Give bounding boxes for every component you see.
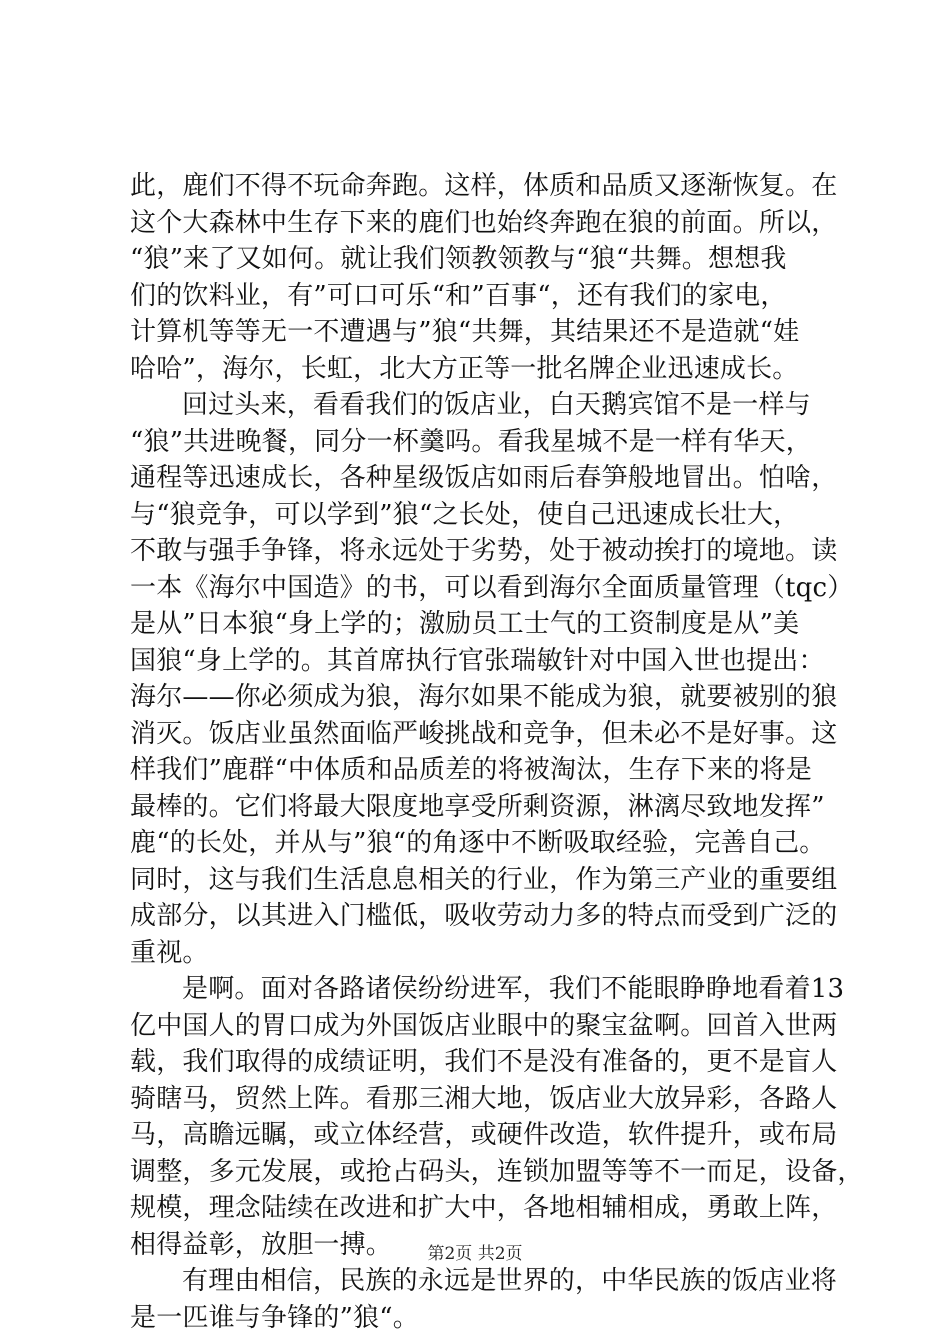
text-line: 规模，理念陆续在改进和扩大中，各地相辅相成，勇敢上阵，: [130, 1193, 838, 1223]
text-line: 是啊。面对各路诸侯纷纷进军，我们不能眼睁睁地看着13: [182, 974, 845, 1004]
text-line: 此，鹿们不得不玩命奔跑。这样，体质和品质又逐渐恢复。在: [130, 171, 838, 201]
text-line: 海尔——你必须成为狼，海尔如果不能成为狼，就要被别的狼: [130, 682, 838, 712]
paragraph-1: [130, 168, 838, 387]
page-footer: 第2页 共2页: [427, 1244, 523, 1264]
text-line: 一本《海尔中国造》的书，可以看到海尔全面质量管理（tqc）: [130, 572, 854, 603]
text-line: 亿中国人的胃口成为外国饭店业眼中的聚宝盆啊。回首入世两: [130, 1010, 838, 1041]
text-line: 重视。: [130, 937, 209, 968]
text-line: 是从”日本狼“身上学的；激励员工士气的工资制度是从”美: [130, 609, 800, 639]
text-line: 载，我们取得的成绩证明，我们不是没有准备的，更不是盲人: [130, 1047, 838, 1077]
text-line: 不敢与强手争锋，将永远处于劣势，处于被动挨打的境地。读: [130, 536, 838, 566]
text-line: 鹿“的长处，并从与”狼“的角逐中不断吸取经验，完善自己。: [130, 828, 826, 858]
text-line: 成部分，以其进入门槛低，吸收劳动力多的特点而受到广泛的: [130, 901, 838, 931]
text-line: 调整，多元发展，或抢占码头，连锁加盟等等不一而足，设备，: [130, 1156, 864, 1187]
text-line: 最棒的。它们将最大限度地享受所剩资源，淋漓尽致地发挥”: [130, 791, 825, 822]
text-line: 样我们”鹿群“中体质和品质差的将被淘汰，生存下来的将是: [130, 755, 812, 785]
text-line: 哈哈”，海尔，长虹，北大方正等一批名牌企业迅速成长。: [130, 353, 799, 384]
text-line: 同时，这与我们生活息息相关的行业，作为第三产业的重要组: [130, 864, 838, 895]
text-line: 与“狼竞争，可以学到”狼“之长处，使自己迅速成长壮大，: [130, 499, 800, 530]
text-line: 们的饮料业，有”可口可乐“和”百事“，还有我们的家电，: [130, 280, 787, 311]
document-body: [130, 168, 864, 1336]
text-line: “狼”来了又如何。就让我们领教领教与“狼“共舞。想想我: [130, 244, 787, 274]
text-line: 国狼“身上学的。其首席执行官张瑞敏针对中国入世也提出：: [130, 645, 825, 676]
text-line: 骑瞎马，贸然上阵。看那三湘大地，饭店业大放异彩，各路人: [130, 1083, 838, 1114]
paragraph-2: [130, 387, 854, 971]
paragraph-4: [130, 1263, 838, 1336]
text-line: 通程等迅速成长，各种星级饭店如雨后春笋般地冒出。怕啥，: [130, 463, 838, 493]
paragraph-3: [130, 971, 864, 1263]
text-line: 消灭。饭店业虽然面临严峻挑战和竞争，但未必不是好事。这: [130, 718, 838, 749]
text-line: 有理由相信，民族的永远是世界的，中华民族的饭店业将: [182, 1266, 838, 1296]
text-line: 是一匹谁与争锋的”狼“。: [130, 1302, 419, 1333]
text-line: 计算机等等无一不遭遇与”狼“共舞，其结果还不是造就“娃: [130, 317, 800, 347]
text-line: “狼”共进晚餐，同分一杯羹吗。看我星城不是一样有华天，: [130, 426, 812, 457]
text-line: 马，高瞻远瞩，或立体经营，或硬件改造，软件提升，或布局: [130, 1120, 838, 1150]
text-line: 这个大森林中生存下来的鹿们也始终奔跑在狼的前面。所以，: [130, 207, 838, 238]
text-line: 相得益彰，放胆一搏。: [130, 1229, 393, 1260]
text-line: 回过头来，看看我们的饭店业，白天鹅宾馆不是一样与: [182, 390, 811, 420]
